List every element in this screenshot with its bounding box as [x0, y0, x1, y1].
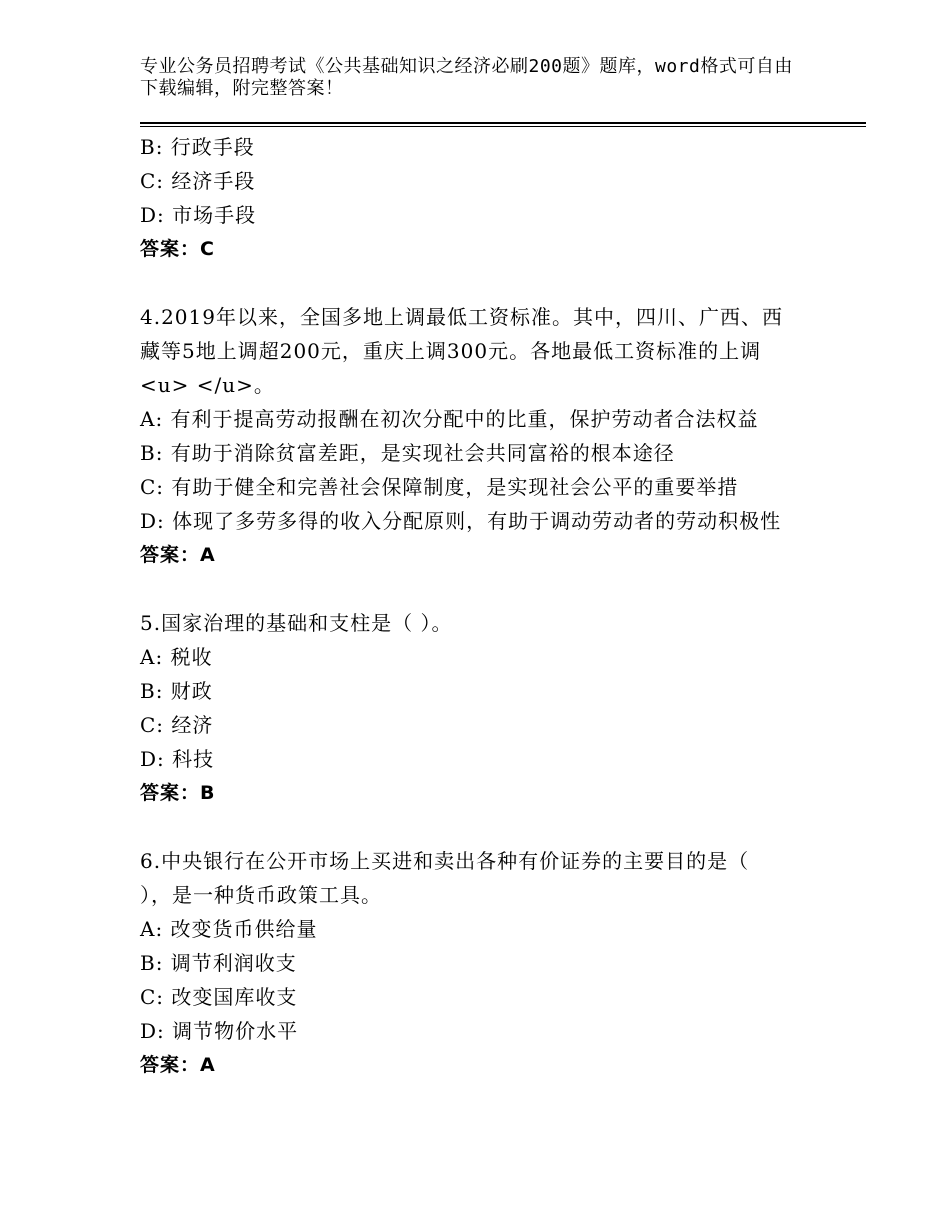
- question-stem: ），是一种货币政策工具。: [140, 883, 382, 907]
- header-rule-thin: [140, 126, 866, 127]
- option-d: D: 体现了多劳多得的收入分配原则，有助于调动劳动者的劳动积极性: [140, 509, 782, 533]
- answer-label: 答案：A: [140, 544, 216, 566]
- option-d: D: 调节物价水平: [140, 1019, 299, 1043]
- header-title-line-1: 专业公务员招聘考试《公共基础知识之经济必刷200题》题库，word格式可自由: [140, 56, 793, 77]
- question-list: [140, 130, 840, 1082]
- option-a: A: 税收: [140, 645, 213, 669]
- question-stem: 6.中央银行在公开市场上买进和卖出各种有价证券的主要目的是（: [140, 849, 750, 873]
- option-c: C: 经济: [140, 713, 214, 737]
- spacer: [140, 572, 840, 606]
- spacer: [140, 266, 840, 300]
- option-c: C: 有助于健全和完善社会保障制度，是实现社会公平的重要举措: [140, 475, 739, 499]
- option-b: B: 财政: [140, 679, 213, 703]
- header-rule-thick: [140, 122, 866, 124]
- option-c: C: 改变国库收支: [140, 985, 298, 1009]
- option-d: D: 科技: [140, 747, 215, 771]
- option-a: A: 有利于提高劳动报酬在初次分配中的比重，保护劳动者合法权益: [140, 407, 759, 431]
- document-header: [140, 56, 800, 100]
- question-stem: 4.2019年以来，全国多地上调最低工资标准。其中，四川、广西、西: [140, 305, 783, 329]
- question-stem: 5.国家治理的基础和支柱是（ ）。: [140, 611, 453, 635]
- option-b: B: 行政手段: [140, 135, 255, 159]
- question-3-tail: [140, 130, 840, 266]
- option-b: B: 有助于消除贫富差距，是实现社会共同富裕的根本途径: [140, 441, 675, 465]
- option-a: A: 改变货币供给量: [140, 917, 318, 941]
- question-stem: 藏等5地上调超200元，重庆上调300元。各地最低工资标准的上调: [140, 339, 762, 363]
- question-6: [140, 844, 840, 1082]
- option-b: B: 调节利润收支: [140, 951, 297, 975]
- question-4: [140, 300, 840, 572]
- question-stem: <u> </u>。: [140, 373, 275, 397]
- option-d: D: 市场手段: [140, 203, 257, 227]
- answer-label: 答案：B: [140, 782, 216, 804]
- question-5: [140, 606, 840, 810]
- answer-label: 答案：C: [140, 238, 215, 260]
- header-title-line-2: 下载编辑，附完整答案！: [140, 78, 344, 99]
- answer-label: 答案：A: [140, 1054, 216, 1076]
- option-c: C: 经济手段: [140, 169, 256, 193]
- spacer: [140, 810, 840, 844]
